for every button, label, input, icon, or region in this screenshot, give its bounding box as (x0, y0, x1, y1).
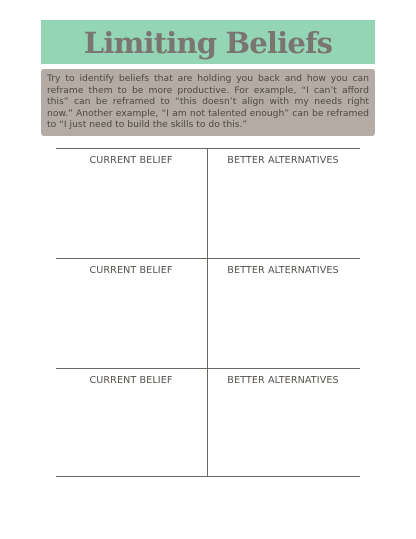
title-banner (41, 20, 375, 64)
page-title: Limiting Beliefs (83, 25, 333, 60)
beliefs-table (56, 148, 360, 477)
divider-top (56, 148, 360, 149)
better-alternatives-header-2: BETTER ALTERNATIVES (227, 265, 339, 276)
divider-center (207, 148, 208, 477)
better-alternatives-header-1: BETTER ALTERNATIVES (227, 155, 339, 166)
divider-row-1 (56, 258, 360, 259)
current-belief-header-3: CURRENT BELIEF (89, 375, 173, 386)
current-belief-header-1: CURRENT BELIEF (89, 155, 173, 166)
divider-row-2 (56, 368, 360, 369)
intro-box (41, 69, 375, 136)
current-belief-header-2: CURRENT BELIEF (89, 265, 173, 276)
intro-text: Try to identify beliefs that are holding you back and how you can reframe them to be more productive. For example, “I can’t afford this” can be reframed to “this doesn’t align with my needs right now.” Another example, “I am not talented enough” can be reframed to “I just need to build the skills to do this.” (47, 73, 369, 131)
divider-bottom (56, 476, 360, 477)
better-alternatives-header-3: BETTER ALTERNATIVES (227, 375, 339, 386)
